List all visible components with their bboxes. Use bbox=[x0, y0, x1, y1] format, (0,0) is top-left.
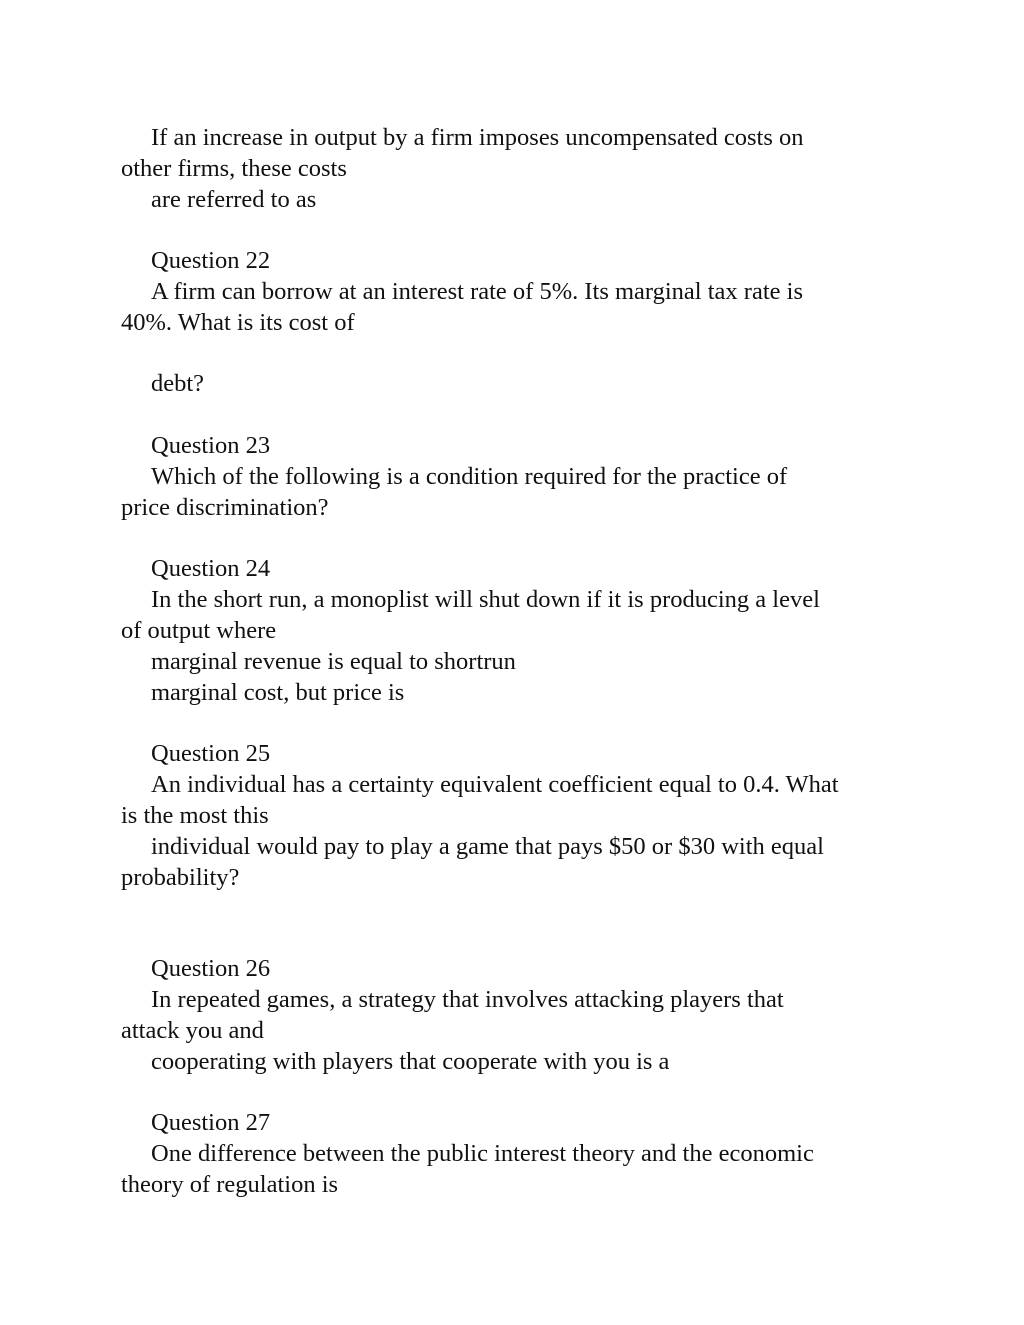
q25-text-line-3: individual would pay to play a game that pays $50 or $30 with equal bbox=[151, 833, 824, 860]
q22-text-line-2: 40%. What is its cost of bbox=[121, 309, 355, 336]
q26-text-line-1: In repeated games, a strategy that involves attacking players that bbox=[151, 986, 784, 1013]
q25-text-line-1: An individual has a certainty equivalent coefficient equal to 0.4. What bbox=[151, 771, 839, 798]
q24-heading: Question 24 bbox=[151, 555, 271, 582]
q26-text-line-2: attack you and bbox=[121, 1017, 264, 1044]
q24-text-line-4: marginal cost, but price is bbox=[151, 679, 405, 706]
q27-text-line-2: theory of regulation is bbox=[121, 1171, 339, 1198]
q24-text-line-2: of output where bbox=[121, 617, 277, 644]
q27-heading: Question 27 bbox=[151, 1109, 271, 1136]
q21-text-line-3: are referred to as bbox=[151, 186, 317, 213]
q25-text-line-4: probability? bbox=[121, 864, 240, 891]
q23-text-line-1: Which of the following is a condition required for the practice of bbox=[151, 463, 788, 490]
q23-heading: Question 23 bbox=[151, 432, 271, 459]
q24-text-line-3: marginal revenue is equal to shortrun bbox=[151, 648, 516, 675]
q26-heading: Question 26 bbox=[151, 955, 271, 982]
q21-text-line-1: If an increase in output by a firm imposes uncompensated costs on bbox=[151, 124, 804, 151]
q25-heading: Question 25 bbox=[151, 740, 271, 767]
q26-text-line-3: cooperating with players that cooperate with you is a bbox=[151, 1048, 670, 1075]
q25-text-line-2: is the most this bbox=[121, 802, 269, 829]
q22-text-line-3: debt? bbox=[151, 370, 205, 397]
q23-text-line-2: price discrimination? bbox=[121, 494, 329, 521]
q24-text-line-1: In the short run, a monoplist will shut down if it is producing a level bbox=[151, 586, 820, 613]
q22-heading: Question 22 bbox=[151, 247, 271, 274]
q22-text-line-1: A firm can borrow at an interest rate of 5%. Its marginal tax rate is bbox=[151, 278, 803, 305]
q27-text-line-1: One difference between the public interest theory and the economic bbox=[151, 1140, 814, 1167]
q21-text-line-2: other firms, these costs bbox=[121, 155, 347, 182]
